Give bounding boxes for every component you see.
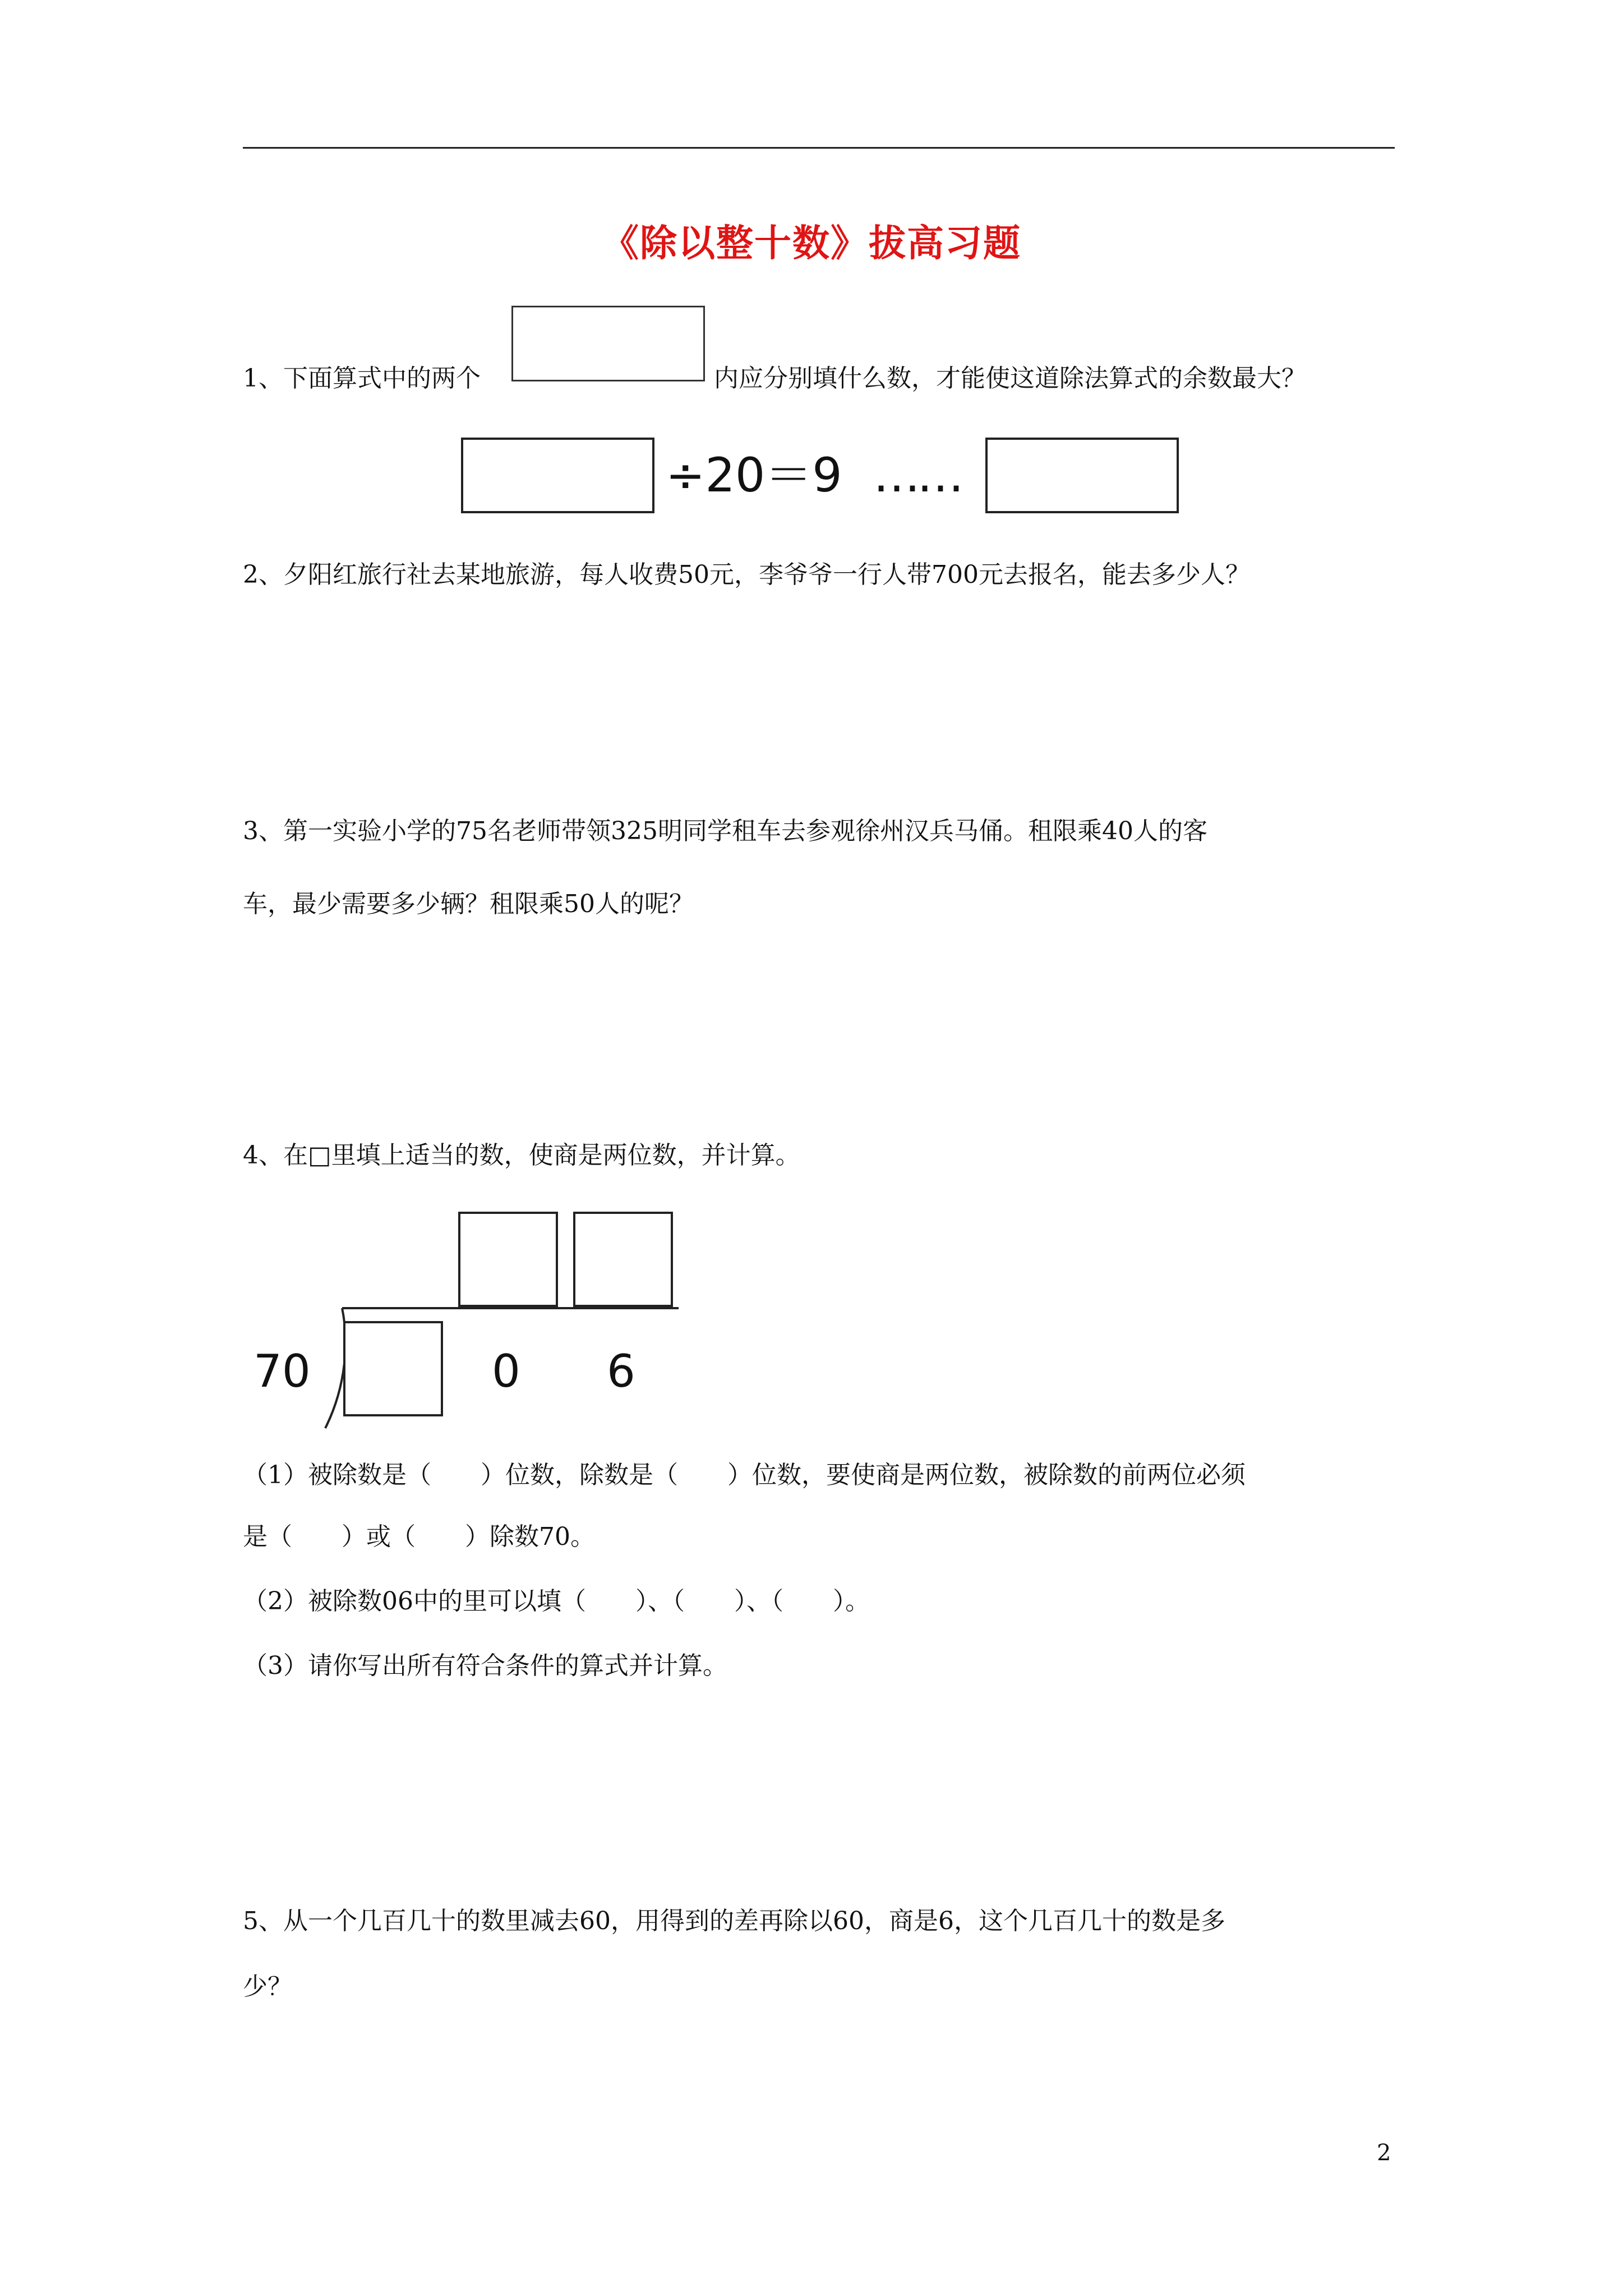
q3-line1: 3、第一实验小学的75名老师带领325明同学租车去参观徐州汉兵马俑。租限乘40人的客 [243,817,1207,845]
q3-line2: 车，最少需要多少辆？租限乘50人的呢？ [243,890,694,918]
q1-divide-expression: ÷20＝9 [666,448,842,503]
page-number: 2 [1377,2140,1391,2166]
q4-dividend-hundreds-box [343,1321,443,1416]
q1-dividend-box [461,438,654,513]
q4-dividend-tens-digit: 0 [492,1345,520,1397]
q5-line1: 5、从一个几百几十的数里减去60，用得到的差再除以60，商是6，这个几百几十的数是多 [243,1907,1225,1935]
q5-line2: 少？ [243,1972,292,2001]
q4-sub1-line1: （1）被除数是（ ）位数，除数是（ ）位数，要使商是两位数，被除数的前两位必须 [243,1461,1246,1489]
q4-quotient-ones-box [573,1212,673,1307]
q1-suffix: 内应分别填什么数，才能使这道除法算式的余数最大？ [714,364,1306,393]
q4-dividend-ones-digit: 6 [607,1345,635,1397]
q1-remainder-dots: …… [873,448,961,503]
q1-inline-blank-box [511,306,705,381]
page-title: 《除以整十数》拔高习题 [602,221,1021,265]
q2-text: 2、夕阳红旅行社去某地旅游，每人收费50元，李爷爷一行人带700元去报名，能去多少人？ [243,560,1250,589]
q4-divisor: 70 [253,1345,311,1397]
q4-sub3: （3）请你写出所有符合条件的算式并计算。 [243,1651,727,1680]
q4-sub2: （2）被除数06中的里可以填（ ）、（ ）、（ ）。 [243,1587,870,1616]
q4-quotient-tens-box [458,1212,558,1307]
header-rule [243,147,1395,149]
q1-remainder-box [985,438,1179,513]
q1-prefix: 1、下面算式中的两个 [243,364,481,393]
q4-text: 4、在□里填上适当的数，使商是两位数，并计算。 [243,1141,800,1170]
q4-sub1-line2: 是（ ）或（ ）除数70。 [243,1522,595,1551]
